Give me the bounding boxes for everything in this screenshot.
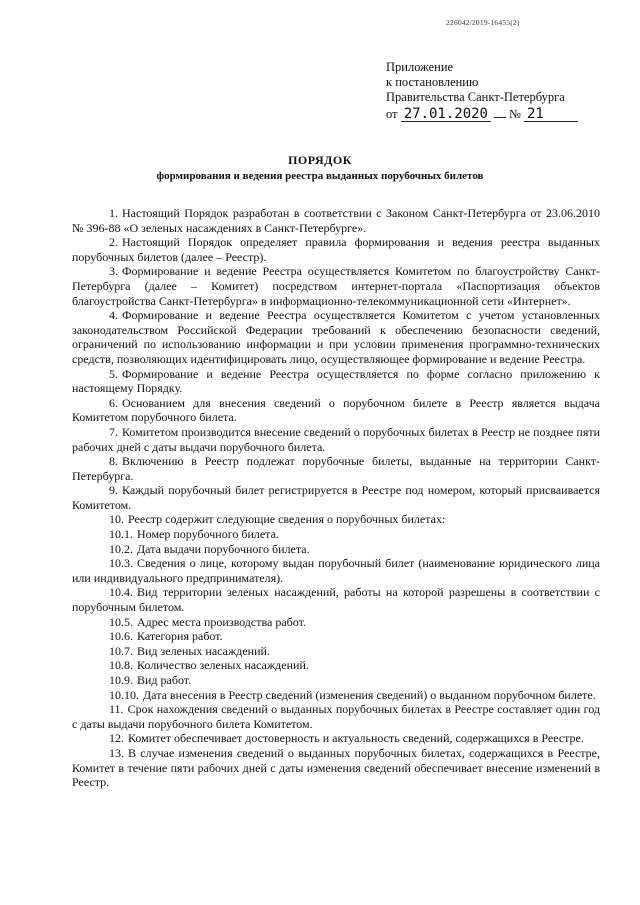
paragraph-number: 10.5. bbox=[109, 614, 133, 629]
paragraph bbox=[72, 629, 600, 644]
paragraph-text: Адрес места производства работ. bbox=[137, 614, 306, 629]
date-underline-gap bbox=[494, 105, 506, 118]
paragraph bbox=[72, 644, 600, 659]
paragraph-text: В случае изменения сведений о выданных порубочных билетах, содержащихся в Реестре, Комитет в течение пяти рабочих дней с даты изменения сведений обеспечивает внесение изменений в Реестр. bbox=[72, 745, 600, 790]
paragraph-text: Настоящий Порядок разработан в соответствии с Законом Санкт-Петербурга от 23.06.2010 № 396-88 «О зеленых насаждениях в Санкт-Петербурге». bbox=[72, 206, 600, 235]
paragraph-number: 12. bbox=[109, 731, 124, 746]
paragraph-number: 7. bbox=[109, 424, 118, 439]
appendix-line-1: Приложение bbox=[386, 60, 454, 74]
paragraph-number: 10.8. bbox=[109, 658, 133, 673]
paragraph bbox=[72, 264, 600, 308]
paragraph-text: Дата выдачи порубочного билета. bbox=[137, 541, 310, 556]
paragraph bbox=[72, 367, 600, 396]
paragraph-number: 10.9. bbox=[109, 673, 133, 687]
paragraph-text: Комитет обеспечивает достоверность и актуальность сведений, содержащихся в Реестре. bbox=[128, 731, 584, 746]
paragraph bbox=[72, 235, 600, 264]
paragraph-number: 1. bbox=[109, 206, 118, 220]
paragraph-text: Номер порубочного билета. bbox=[137, 527, 279, 542]
paragraph-text: Формирование и ведение Реестра осуществляется Комитетом с учетом установленных законодательством Российской Федерации требований к обеспечению безопасности сведений, ограничений по использованию информации и при условии применения программно-технических средств, позволяющих идентифицировать лицо, осуществляющее формирование и ведение Реестра. bbox=[72, 308, 600, 366]
paragraph-number: 3. bbox=[109, 264, 118, 279]
paragraph bbox=[72, 396, 600, 425]
paragraph-text: Комитетом производится внесение сведений о порубочных билетах в Реестр не позднее пяти рабочих дней с даты выдачи порубочного билета. bbox=[72, 424, 600, 454]
paragraph-number: 10.2. bbox=[109, 541, 133, 556]
paragraph-number: 10.1. bbox=[109, 527, 133, 542]
from-label: от bbox=[386, 107, 398, 121]
paragraph bbox=[72, 615, 600, 630]
paragraph bbox=[72, 556, 600, 585]
paragraph-text: Сведения о лице, которому выдан порубочный билет (наименование юридического лица или индивидуального предпринимателя). bbox=[72, 556, 600, 585]
decree-number: 21 bbox=[524, 108, 578, 122]
paragraph-text: Реестр содержит следующие сведения о порубочных билетах: bbox=[128, 512, 446, 527]
paragraph-number: 10.4. bbox=[109, 585, 133, 600]
paragraph-number: 2. bbox=[109, 235, 118, 250]
document-title: ПОРЯДОК bbox=[288, 153, 352, 167]
appendix-line-2: к постановлению bbox=[386, 75, 479, 89]
paragraph-number: 5. bbox=[109, 366, 118, 381]
paragraph bbox=[72, 527, 600, 542]
paragraph bbox=[72, 483, 600, 512]
paragraph-number: 10.6. bbox=[109, 629, 133, 644]
paragraph-text: Количество зеленых насаждений. bbox=[137, 658, 309, 673]
paragraph-number: 4. bbox=[109, 308, 118, 323]
paragraph-number: 11. bbox=[109, 702, 124, 717]
document-body bbox=[72, 206, 600, 790]
paragraph bbox=[72, 308, 600, 366]
paragraph-text: Формирование и ведение Реестра осуществляется по форме согласно приложению к настоящему Порядку. bbox=[72, 366, 600, 396]
paragraph-number: 13. bbox=[109, 745, 124, 760]
decree-date: 27.01.2020 bbox=[401, 108, 491, 122]
appendix-date-line bbox=[386, 105, 578, 122]
paragraph-number: 10.10. bbox=[109, 687, 139, 702]
paragraph-number: 9. bbox=[109, 483, 118, 498]
paragraph-text: Категория работ. bbox=[137, 629, 223, 644]
appendix-block bbox=[386, 60, 578, 122]
paragraph-number: 10.7. bbox=[109, 643, 133, 658]
paragraph bbox=[72, 454, 600, 483]
appendix-line-3: Правительства Санкт-Петербурга bbox=[386, 90, 565, 104]
paragraph bbox=[72, 585, 600, 614]
number-label: № bbox=[508, 107, 521, 121]
paragraph-text: Вид территории зеленых насаждений, работы на которой разрешены в соответствии с порубочным билетом. bbox=[72, 585, 600, 615]
document-subtitle: формирования и ведения реестра выданных порубочных билетов bbox=[156, 170, 484, 182]
paragraph-text: Настоящий Порядок определяет правила формирования и ведения реестра выданных порубочных билетов (далее – Реестр). bbox=[72, 235, 600, 264]
paragraph-text: Срок нахождения сведений о выданных порубочных билетах в Реестре составляет один год с даты выдачи порубочного билета Комитетом. bbox=[72, 702, 600, 731]
paragraph bbox=[72, 512, 600, 527]
paragraph-text: Включению в Реестр подлежат порубочные билеты, выданные на территории Санкт-Петербурга. bbox=[72, 454, 600, 483]
paragraph bbox=[72, 658, 600, 673]
paragraph bbox=[72, 542, 600, 557]
document-registration-number: 226042/2019-16455(2) bbox=[446, 18, 520, 27]
paragraph-text: Вид зеленых насаждений. bbox=[137, 643, 270, 658]
paragraph bbox=[72, 673, 600, 688]
paragraph-text: Вид работ. bbox=[137, 673, 192, 687]
paragraph bbox=[72, 425, 600, 454]
paragraph bbox=[72, 746, 600, 790]
paragraph-text: Каждый порубочный билет регистрируется в Реестре под номером, который присваивается Комитетом. bbox=[72, 483, 600, 512]
paragraph-number: 6. bbox=[109, 395, 118, 410]
paragraph-number: 10.3. bbox=[109, 556, 133, 571]
paragraph-number: 8. bbox=[109, 454, 118, 469]
paragraph bbox=[72, 702, 600, 731]
paragraph-text: Основанием для внесения сведений о порубочном билете в Реестр является выдача Комитетом порубочного билета. bbox=[72, 395, 600, 425]
paragraph bbox=[72, 206, 600, 235]
paragraph bbox=[72, 731, 600, 746]
paragraph-text: Формирование и ведение Реестра осуществляется Комитетом по благоустройству Санкт-Петербурга (далее – Комитет) посредством интернет-портала «Паспортизация объектов благоустройства Санкт-Петербурга» в информационно-телекоммуникационной сети «Интернет». bbox=[72, 264, 600, 308]
paragraph bbox=[72, 688, 600, 703]
paragraph-text: Дата внесения в Реестр сведений (изменения сведений) о выданном порубочном билете. bbox=[143, 687, 596, 702]
paragraph-number: 10. bbox=[109, 512, 124, 527]
